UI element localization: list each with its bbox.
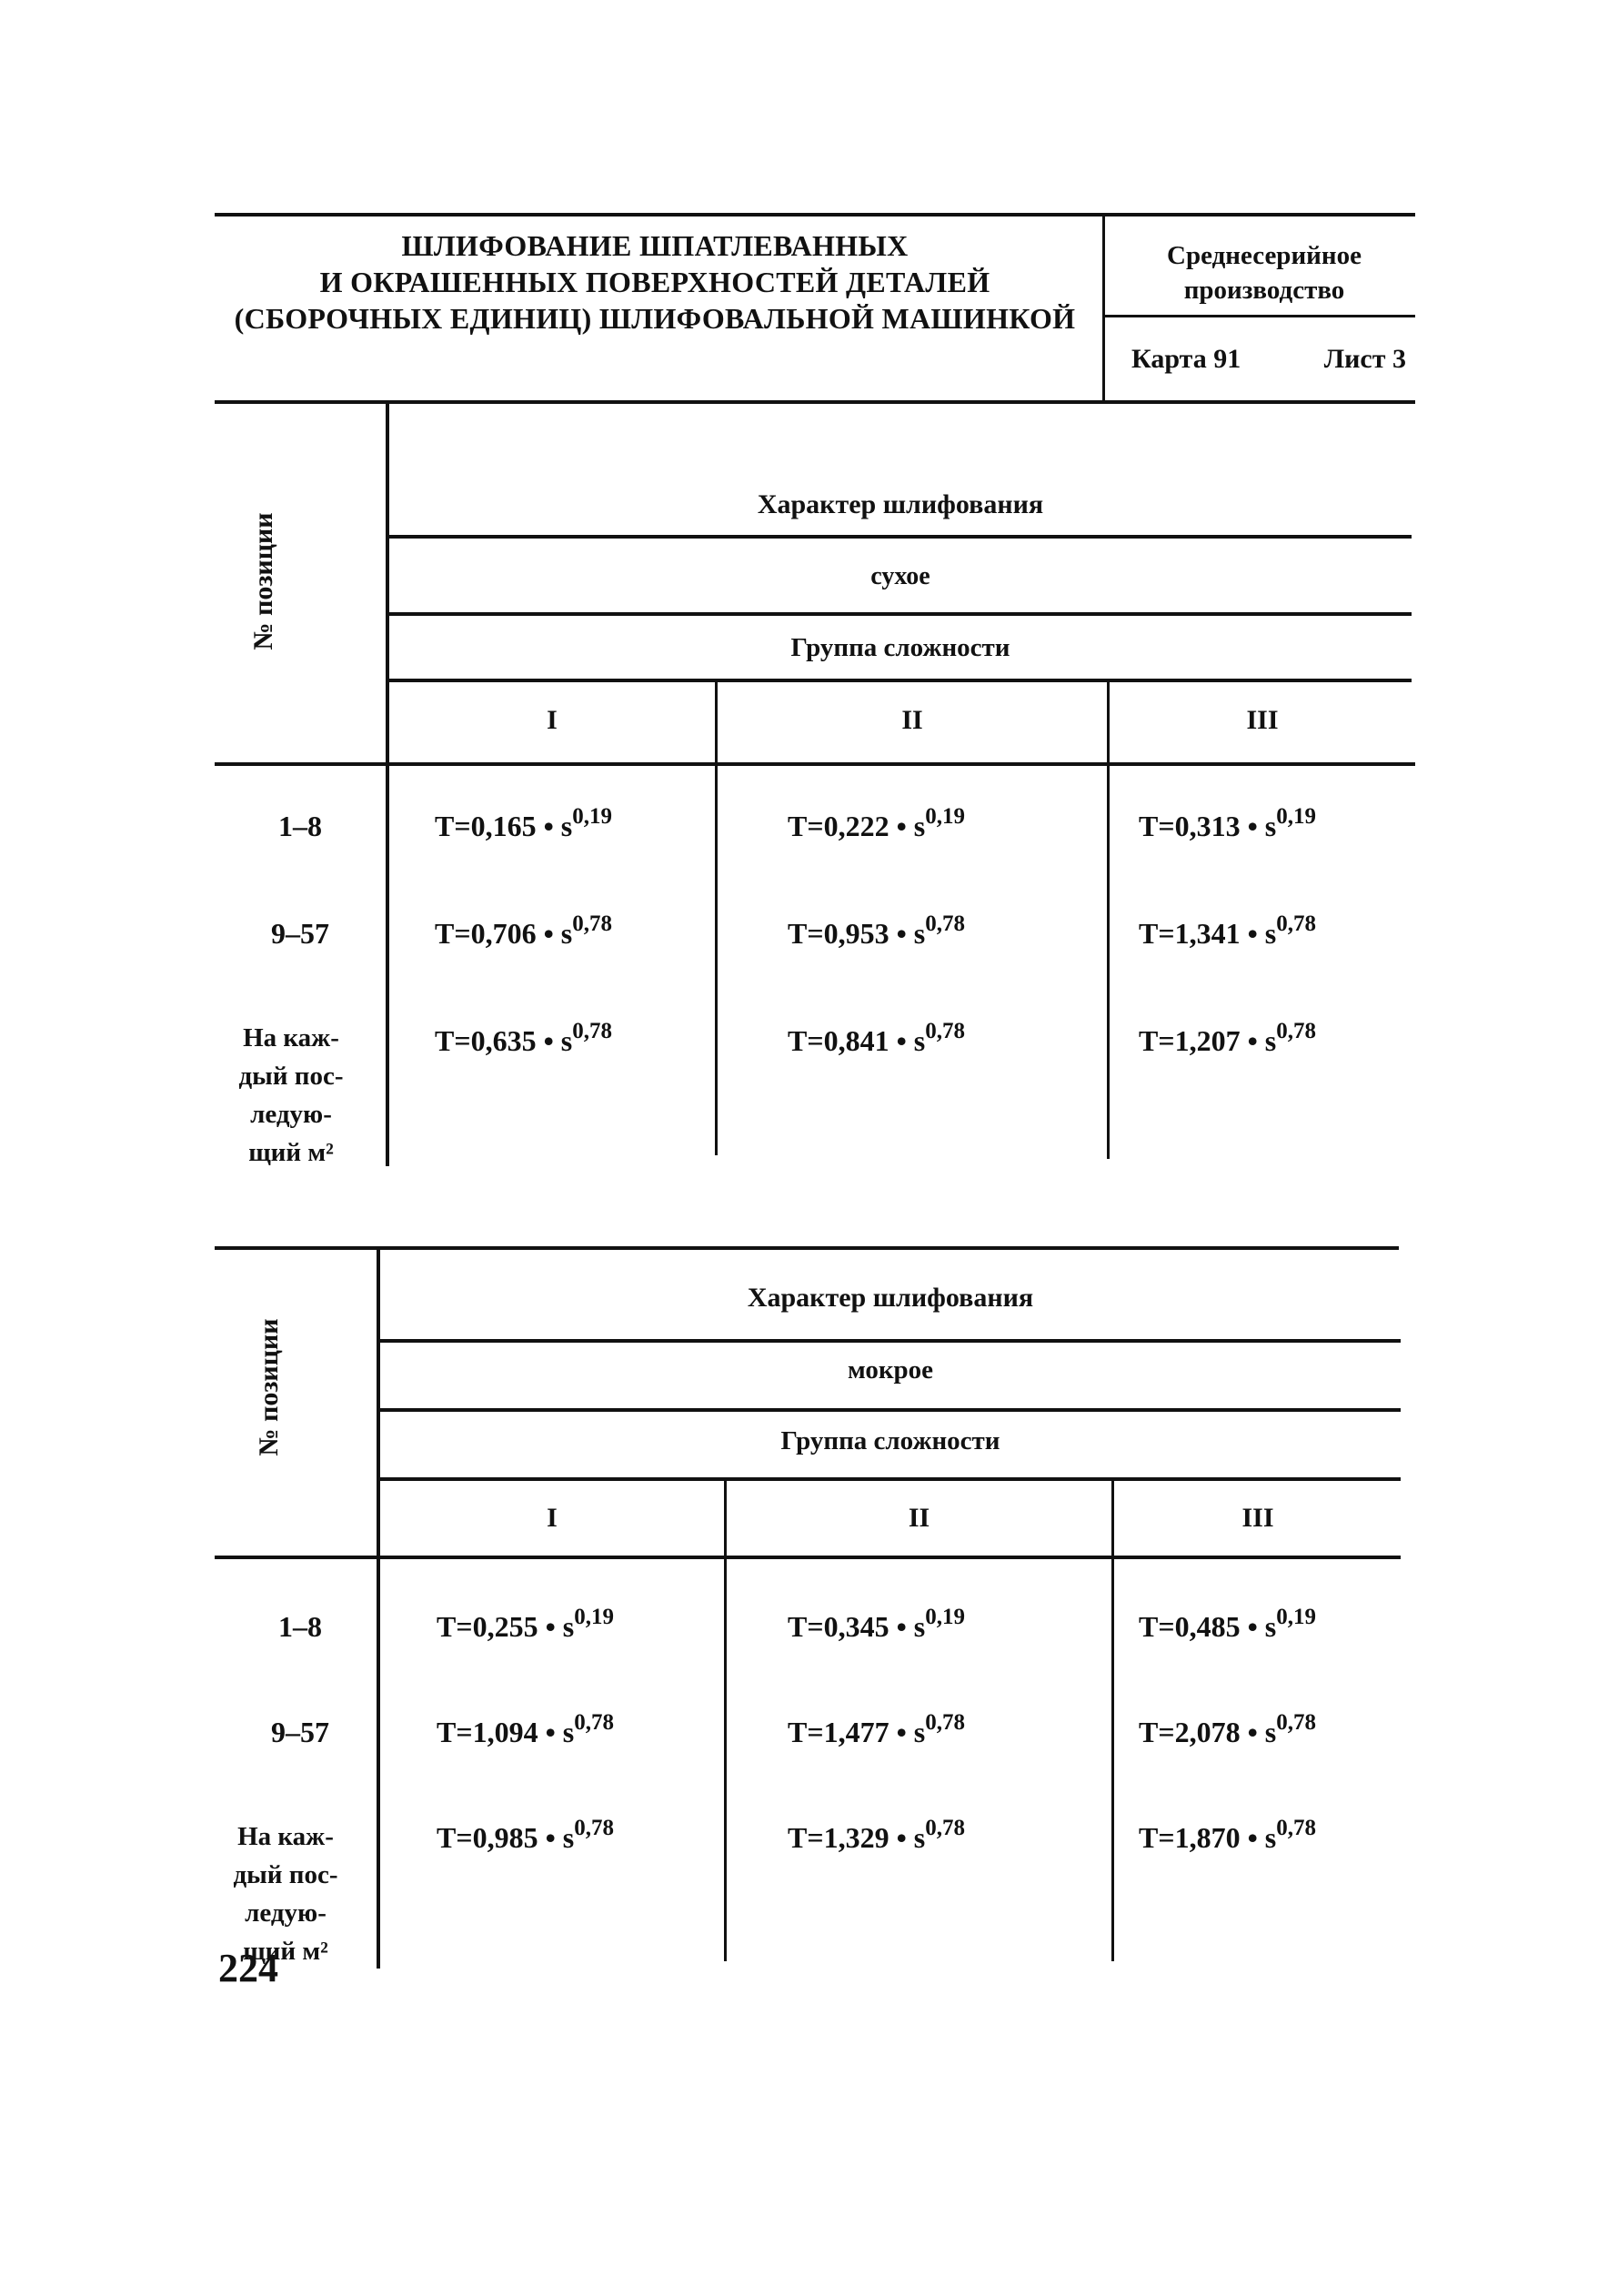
card-sheet-info [1119,344,1419,375]
formula-cell: Т=0,485 • $s^{0,19}$ [1139,1605,1316,1643]
title-line-1: ШЛИФОВАНИЕ ШПАТЛЕВАННЫХ [401,229,909,262]
position-cell-multiline: На каж- дый пос- ледую- щий м² [238,1023,344,1167]
formula-cell: Т=0,222 • $s^{0,19}$ [788,804,965,842]
formula-cell: Т=1,329 • $s^{0,78}$ [788,1816,965,1854]
formula-cell: Т=0,841 • $s^{0,78}$ [788,1019,965,1057]
document-title [218,227,1091,337]
formula-cell: Т=0,985 • $s^{0,78}$ [437,1816,614,1854]
group-label-2: II [908,1503,930,1533]
production-line-2: производство [1183,276,1345,305]
group-header: Группа сложности [790,633,1010,662]
position-cell: 1–8 [278,810,322,842]
production-line-1: Среднесерийное [1167,241,1362,270]
character-header: Характер шлифования [747,1283,1034,1313]
production-type [1119,238,1410,307]
formula-cell: Т=1,341 • $s^{0,78}$ [1139,911,1316,950]
formula-cell: Т=0,255 • $s^{0,19}$ [437,1605,614,1643]
group-label-3: III [1241,1503,1274,1533]
position-column-header: № позиции [254,1318,284,1456]
formula-cell: Т=1,870 • $s^{0,78}$ [1139,1816,1316,1854]
formula-cell: Т=1,207 • $s^{0,78}$ [1139,1019,1316,1057]
position-column-header: № позиции [248,512,278,650]
group-label-3: III [1246,705,1279,735]
mode-label: сухое [870,562,930,590]
title-line-2: И ОКРАШЕННЫХ ПОВЕРХНОСТЕЙ ДЕТАЛЕЙ [319,266,990,298]
formula-cell: Т=0,165 • $s^{0,19}$ [435,804,612,842]
title-line-3: (СБОРОЧНЫХ ЕДИНИЦ) ШЛИФОВАЛЬНОЙ МАШИНКОЙ [234,302,1076,335]
formula-cell: Т=1,094 • $s^{0,78}$ [437,1710,614,1748]
mode-label: мокрое [847,1355,934,1385]
page-number: 224 [218,1946,278,1990]
formula-cell: Т=0,953 • $s^{0,78}$ [788,911,965,950]
character-header: Характер шлифования [757,489,1044,519]
formula-cell: Т=0,706 • $s^{0,78}$ [435,911,612,950]
formula-cell: Т=0,635 • $s^{0,78}$ [435,1019,612,1057]
position-cell: 9–57 [271,1716,329,1748]
formula-cell: Т=0,345 • $s^{0,19}$ [788,1605,965,1643]
formula-cell: Т=0,313 • $s^{0,19}$ [1139,804,1316,842]
group-header: Группа сложности [780,1426,1000,1455]
position-cell: 1–8 [278,1610,322,1643]
formula-cell: Т=2,078 • $s^{0,78}$ [1139,1710,1316,1748]
group-label-1: I [547,1503,558,1533]
sheet-number: Лист 3 [1323,344,1406,374]
card-number: Карта 91 [1131,344,1241,374]
position-cell-multiline: На каж- дый пос- ледую- щий м² [233,1822,338,1966]
group-label-1: I [547,705,558,735]
position-cell: 9–57 [271,917,329,950]
formula-cell: Т=1,477 • $s^{0,78}$ [788,1710,965,1748]
group-label-2: II [901,705,923,735]
